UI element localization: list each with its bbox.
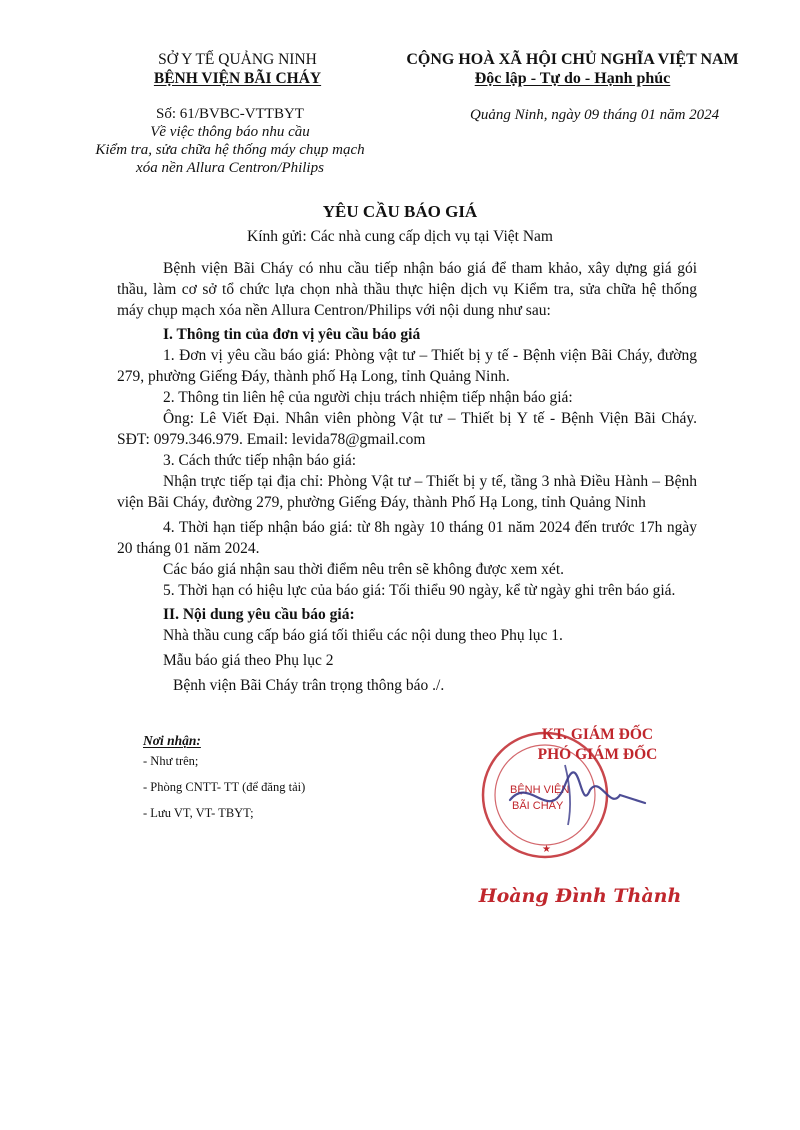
issuer-hospital: BỆNH VIỆN BÃI CHÁY (153, 70, 322, 87)
section1-item2: 2. Thông tin liên hệ của người chịu trách nhiệm tiếp nhận báo giá: (163, 389, 573, 406)
document-number: Số: 61/BVBC-VTTBYT (156, 106, 304, 122)
national-title: CỘNG HOÀ XÃ HỘI CHỦ NGHĨA VIỆT NAM (406, 51, 739, 68)
greeting: Kính gửi: Các nhà cung cấp dịch vụ tại Việt Nam (247, 228, 553, 245)
signature-title-line2: PHÓ GIÁM ĐỐC (537, 746, 658, 763)
svg-text:★: ★ (542, 844, 551, 855)
closing-line: Bệnh viện Bãi Cháy trân trọng thông báo ./. (173, 677, 445, 694)
seal-text-1: BỆNH VIỆN (510, 784, 570, 796)
contact-email[interactable]: levida78@gmail.com (291, 431, 426, 448)
recipient-item: - Lưu VT, VT- TBYT; (143, 806, 254, 820)
section1-item4-note: Các báo giá nhận sau thời điểm nêu trên sẽ không được xem xét. (163, 561, 564, 578)
section1-item2-contact: Ông: Lê Viết Đại. Nhân viên phòng Vật tư – Thiết bị Y tế - Bệnh Viện Bãi Cháy. SĐT: 0979.346.979. Email: levida78@gmail.com (117, 410, 697, 448)
signature-title (515, 725, 680, 765)
issuer-block (105, 50, 370, 88)
reference-block (70, 105, 390, 177)
issuer-department: SỞ Y TẾ QUẢNG NINH (158, 51, 317, 68)
section2-line2: Mẫu báo giá theo Phụ lục 2 (163, 652, 334, 669)
intro-paragraph: Bệnh viện Bãi Cháy có nhu cầu tiếp nhận báo giá để tham khảo, xây dựng giá gói thầu, làm cơ sở tổ chức lựa chọn nhà thầu thực hiện dịch vụ Kiểm tra, sửa chữa hệ thống máy chụp mạch xóa nền Allura Centron/Philips với nội dung như sau: (117, 260, 697, 319)
national-motto: Độc lập - Tự do - Hạnh phúc (474, 70, 671, 87)
section2-line1: Nhà thầu cung cấp báo giá tối thiểu các nội dung theo Phụ lục 1. (163, 627, 563, 644)
section1-heading: I. Thông tin của đơn vị yêu cầu báo giá (163, 326, 421, 343)
document-title: YÊU CẦU BÁO GIÁ (322, 202, 478, 221)
recipients-block (143, 731, 305, 823)
document-body (117, 258, 697, 696)
subject-line-2: Kiểm tra, sửa chữa hệ thống máy chụp mạch (95, 142, 365, 158)
signer-name: Hoàng Đình Thành (478, 885, 682, 907)
section1-item4: 4. Thời hạn tiếp nhận báo giá: từ 8h ngày 10 tháng 01 năm 2024 đến trước 17h ngày 20 tháng 01 năm 2024. (117, 519, 697, 557)
section2-heading: II. Nội dung yêu cầu báo giá: (163, 606, 355, 623)
seal-text-2: BÃI CHÁY (512, 800, 564, 812)
date-line: Quảng Ninh, ngày 09 tháng 01 năm 2024 (470, 107, 720, 123)
subject-line-1: Về việc thông báo nhu cầu (150, 124, 310, 140)
section1-item3-detail: Nhận trực tiếp tại địa chỉ: Phòng Vật tư – Thiết bị y tế, tầng 3 nhà Điều Hành – Bệnh viện Bãi Cháy, đường 279, phường Giếng Đáy, thành Phố Hạ Long, tỉnh Quảng Ninh (117, 473, 697, 511)
signature-title-line1: KT. GIÁM ĐỐC (541, 726, 654, 743)
section1-item3: 3. Cách thức tiếp nhận báo giá: (163, 452, 357, 469)
section1-item1: 1. Đơn vị yêu cầu báo giá: Phòng vật tư – Thiết bị y tế - Bệnh viện Bãi Cháy, đường 279, phường Giếng Đáy, thành phố Hạ Long, tỉnh Quảng Ninh. (117, 347, 697, 385)
national-header (375, 50, 770, 88)
recipient-item: - Như trên; (143, 754, 199, 768)
recipients-title: Nơi nhận: (143, 733, 201, 748)
subject-line-3: xóa nền Allura Centron/Philips (136, 160, 324, 176)
section1-item5: 5. Thời hạn có hiệu lực của báo giá: Tối thiểu 90 ngày, kể từ ngày ghi trên báo giá. (163, 582, 676, 599)
recipient-item: - Phòng CNTT- TT (để đăng tải) (143, 780, 306, 794)
